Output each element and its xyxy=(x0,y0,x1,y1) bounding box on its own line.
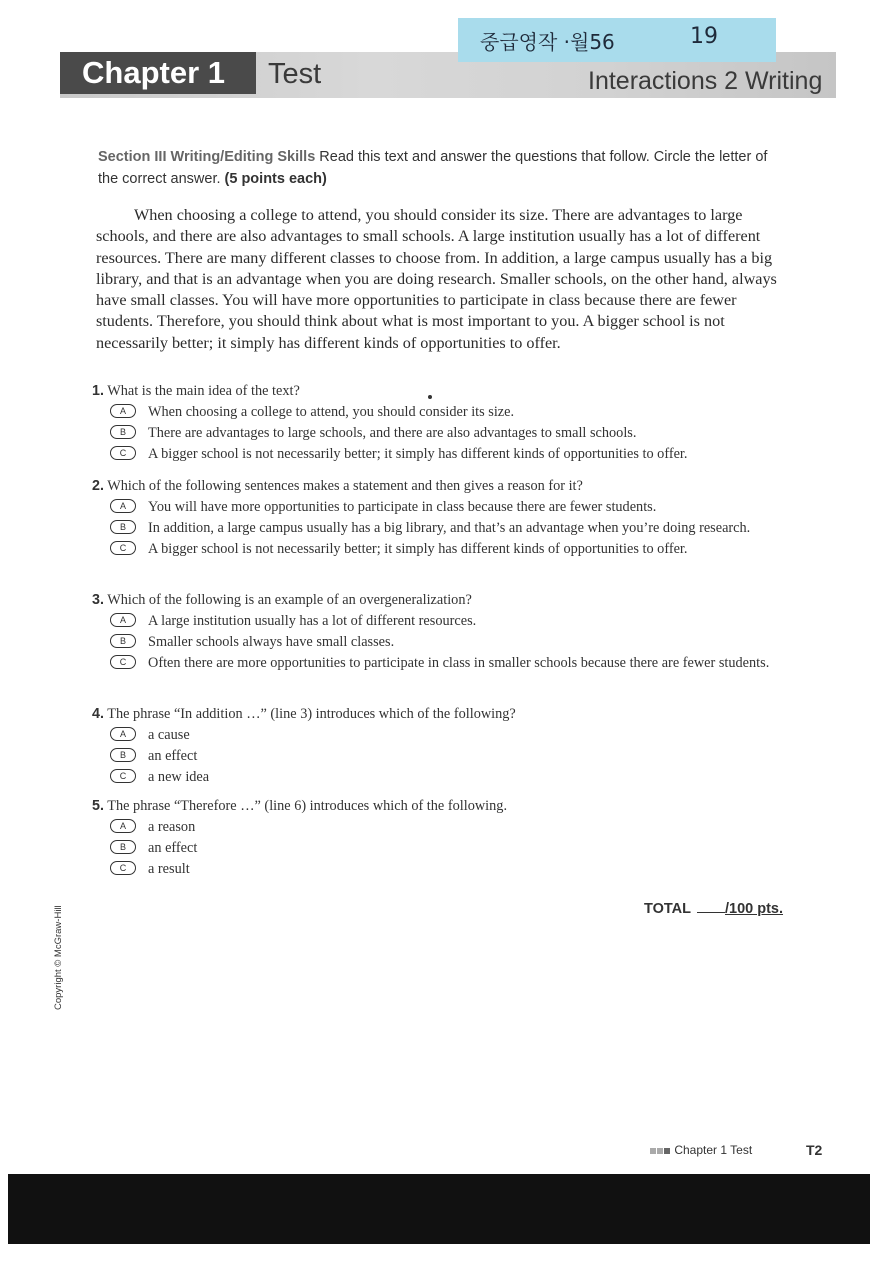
option-text: You will have more opportunities to participate in class because there are fewer students. xyxy=(148,499,657,515)
option-a[interactable] xyxy=(92,402,782,422)
footer-label xyxy=(650,1143,752,1157)
question-stem xyxy=(92,381,782,401)
option-a[interactable] xyxy=(92,817,782,837)
option-letter-badge[interactable]: C xyxy=(110,861,136,875)
page-number: T2 xyxy=(806,1142,823,1158)
option-a[interactable] xyxy=(92,611,782,631)
option-b[interactable] xyxy=(92,518,782,538)
option-letter-badge[interactable]: A xyxy=(110,499,136,513)
scan-bottom-band xyxy=(8,1174,870,1244)
option-text: In addition, a large campus usually has a big library, and that’s an advantage when you’re doing research. xyxy=(148,520,751,536)
question-1 xyxy=(92,381,782,464)
option-b[interactable] xyxy=(92,746,782,766)
question-3 xyxy=(92,590,782,673)
option-letter-badge[interactable]: A xyxy=(110,819,136,833)
option-a[interactable] xyxy=(92,497,782,517)
sticky-note-handwriting-right: 19 xyxy=(690,24,718,49)
question-stem xyxy=(92,590,782,610)
option-letter-badge[interactable]: A xyxy=(110,404,136,418)
option-b[interactable] xyxy=(92,423,782,443)
option-text: a result xyxy=(148,861,190,877)
copyright-notice: Copyright © McGraw-Hill xyxy=(53,905,64,1010)
question-stem xyxy=(92,704,782,724)
option-text: Often there are more opportunities to participate in class in smaller schools because there are fewer students. xyxy=(148,655,770,671)
option-text: a new idea xyxy=(148,769,210,785)
footer-square-icon xyxy=(650,1148,656,1154)
footer-square-icon xyxy=(664,1148,670,1154)
option-letter-badge[interactable]: B xyxy=(110,840,136,854)
option-letter-badge[interactable]: A xyxy=(110,613,136,627)
option-text: A bigger school is not necessarily better; it simply has different kinds of opportunities to offer. xyxy=(148,446,688,462)
question-number: 5. xyxy=(92,798,104,814)
total-score xyxy=(644,901,783,917)
question-number: 4. xyxy=(92,706,104,722)
option-letter-badge[interactable]: C xyxy=(110,446,136,460)
question-stem xyxy=(92,476,782,496)
test-label: Test xyxy=(268,58,322,90)
series-title: Interactions 2 Writing xyxy=(588,67,823,95)
total-points: /100 pts. xyxy=(724,901,784,917)
question-number: 2. xyxy=(92,478,104,494)
total-label: TOTAL xyxy=(644,901,691,917)
option-a[interactable] xyxy=(92,725,782,745)
question-number: 3. xyxy=(92,592,104,608)
question-4 xyxy=(92,704,782,787)
option-b[interactable] xyxy=(92,632,782,652)
footer-chapter-test: Chapter 1 Test xyxy=(674,1143,753,1157)
points-note: (5 points each) xyxy=(224,171,327,187)
question-text: Which of the following sentences makes a statement and then gives a reason for it? xyxy=(103,478,583,494)
question-2 xyxy=(92,476,782,559)
option-letter-badge[interactable]: C xyxy=(110,769,136,783)
option-text: an effect xyxy=(148,748,198,764)
option-letter-badge[interactable]: A xyxy=(110,727,136,741)
question-text: What is the main idea of the text? xyxy=(103,383,300,399)
question-text: The phrase “In addition …” (line 3) introduces which of the following? xyxy=(103,706,516,722)
option-c[interactable] xyxy=(92,767,782,787)
option-text: A bigger school is not necessarily better; it simply has different kinds of opportunities to offer. xyxy=(148,541,688,557)
option-letter-badge[interactable]: B xyxy=(110,425,136,439)
option-text: a cause xyxy=(148,727,190,743)
section-label: Section III Writing/Editing Skills xyxy=(98,149,316,165)
question-text: The phrase “Therefore …” (line 6) introduces which of the following. xyxy=(103,798,508,814)
option-c[interactable] xyxy=(92,539,782,559)
option-letter-badge[interactable]: C xyxy=(110,541,136,555)
option-b[interactable] xyxy=(92,838,782,858)
option-letter-badge[interactable]: B xyxy=(110,520,136,534)
option-text: A large institution usually has a lot of different resources. xyxy=(148,613,477,629)
option-text: a reason xyxy=(148,819,196,835)
footer-square-icon xyxy=(657,1148,663,1154)
option-letter-badge[interactable]: C xyxy=(110,655,136,669)
section-instruction-text: Read this text and answer the questions that follow. Circle the letter of the correct answer. xyxy=(98,149,768,187)
section-instructions xyxy=(98,146,778,190)
question-text: Which of the following is an example of an overgeneralization? xyxy=(103,592,472,608)
chapter-label: Chapter 1 xyxy=(60,52,256,94)
option-text: There are advantages to large schools, and there are also advantages to small schools. xyxy=(148,425,637,441)
option-text: an effect xyxy=(148,840,198,856)
score-blank[interactable] xyxy=(697,912,725,913)
option-letter-badge[interactable]: B xyxy=(110,634,136,648)
reading-passage: When choosing a college to attend, you should consider its size. There are advantages to large schools, and there are also advantages to small schools. A large institution usually has a lot of different resources. There are many different classes to choose from. In addition, a large campus usually has a big library, and that is an advantage when you are doing research. Smaller schools, on the other hand, always have small classes. You will have more opportunities to participate in class because there are fewer students. Therefore, you should think about what is most important to you. A bigger school is not necessarily better; it simply has different kinds of opportunities to offer. xyxy=(96,206,777,352)
question-5 xyxy=(92,796,782,879)
question-stem xyxy=(92,796,782,816)
option-letter-badge[interactable]: B xyxy=(110,748,136,762)
option-text: When choosing a college to attend, you should consider its size. xyxy=(148,404,515,420)
sticky-note-handwriting-left: 중급영작 ·월56 xyxy=(480,30,615,54)
option-c[interactable] xyxy=(92,444,782,464)
option-c[interactable] xyxy=(92,653,782,673)
option-c[interactable] xyxy=(92,859,782,879)
sticky-note xyxy=(458,18,776,62)
question-number: 1. xyxy=(92,383,104,399)
option-text: Smaller schools always have small classes. xyxy=(148,634,395,650)
